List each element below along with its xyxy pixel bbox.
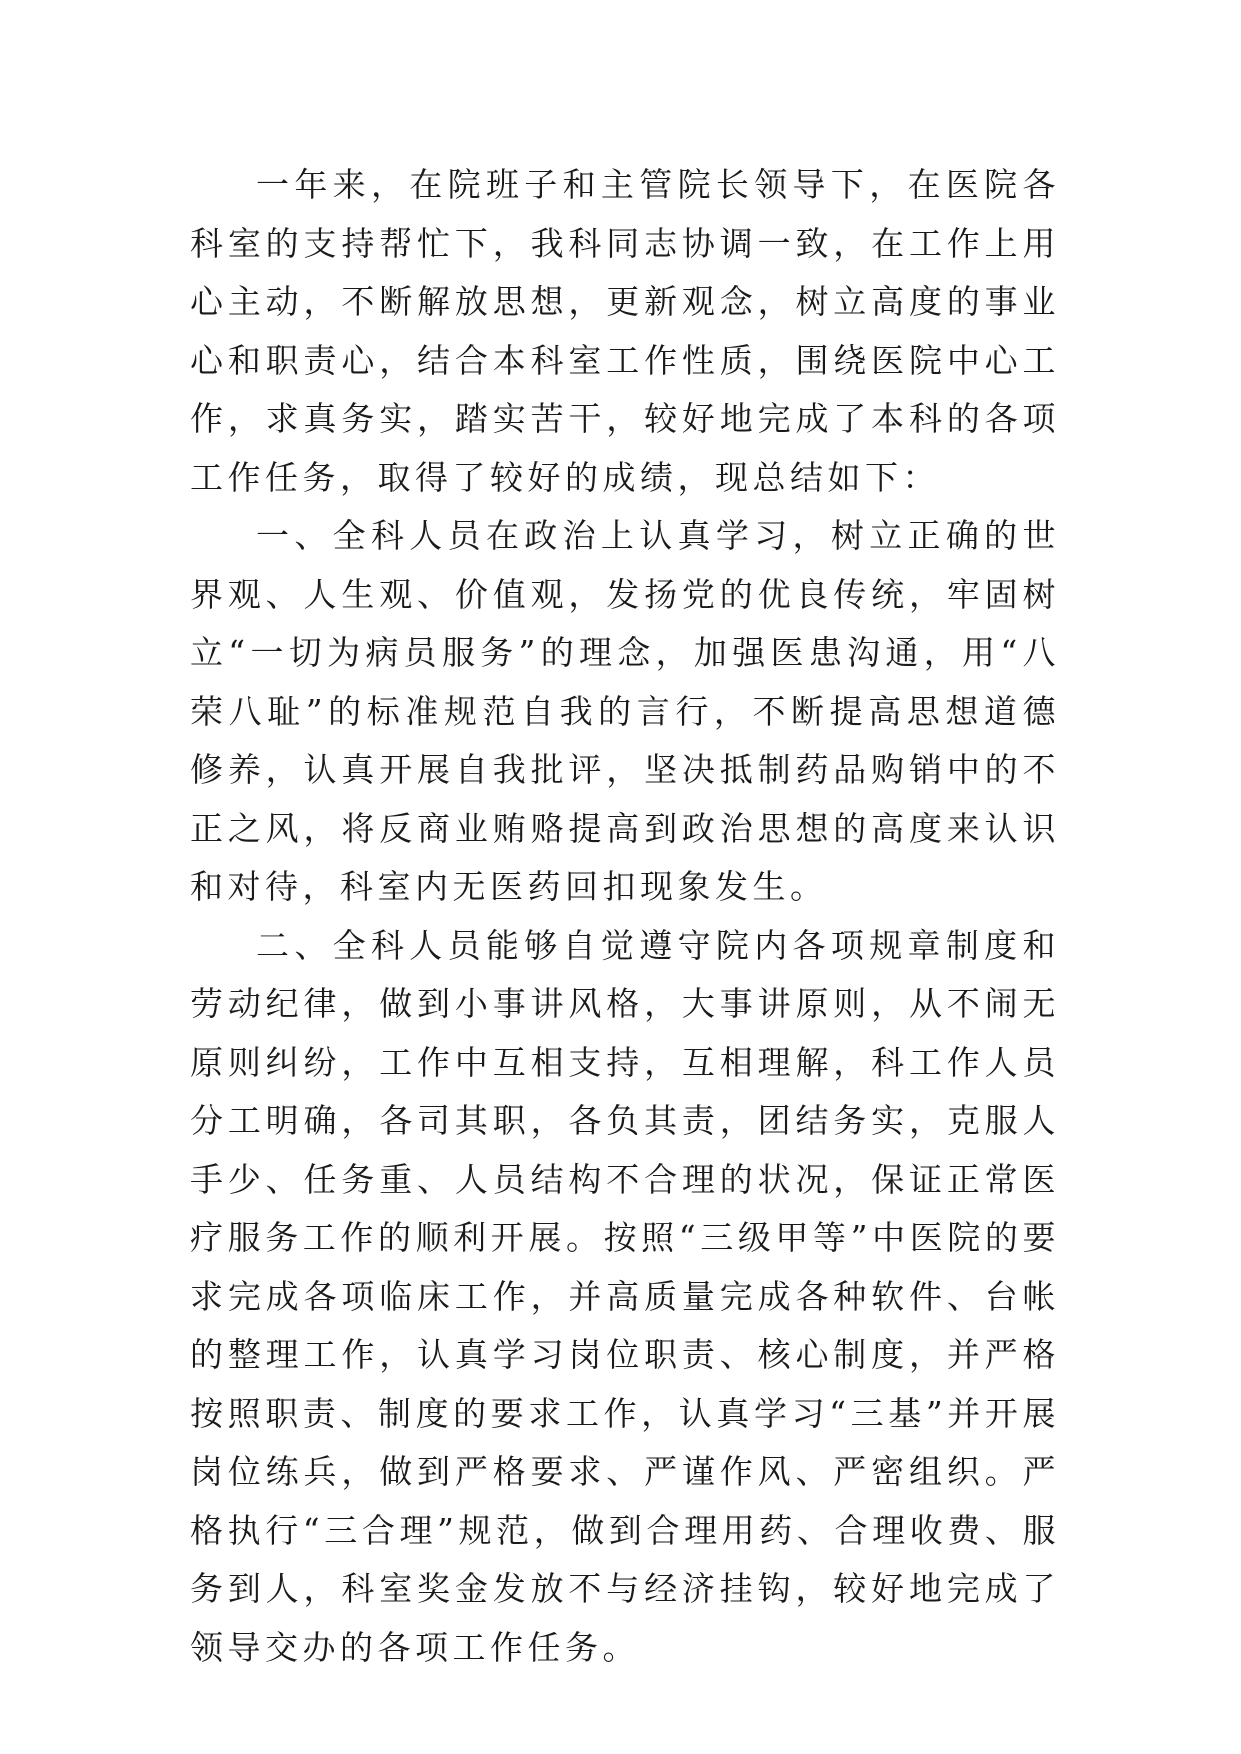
paragraph-section-two: 二、全科人员能够自觉遵守院内各项规章制度和劳动纪律，做到小事讲风格，大事讲原则，从不闹无原则纠纷，工作中互相支持，互相理解，科工作人员分工明确，各司其职，各负其责，团结务实，克服人手少、任务重、人员结构不合理的状况，保证正常医疗服务工作的顺利开展。按照“三级甲等”中医院的要求完成各项临床工作，并高质量完成各种软件、台帐的整理工作，认真学习岗位职责、核心制度，并严格按照职责、制度的要求工作，认真学习“三基”并开展岗位练兵，做到严格要求、严谨作风、严密组织。严格执行“三合理”规范，做到合理用药、合理收费、服务到人，科室奖金发放不与经济挂钩，较好地完成了领导交办的各项工作任务。 [190, 925, 1060, 1667]
paragraph-intro: 一年来，在院班子和主管院长领导下，在医院各科室的支持帮忙下，我科同志协调一致，在工作上用心主动，不断解放思想，更新观念，树立高度的事业心和职责心，结合本科室工作性质，围绕医院中心工作，求真务实，踏实苦干，较好地完成了本科的各项工作任务，取得了较好的成绩，现总结如下： [190, 165, 1060, 497]
document-body [190, 156, 1060, 1677]
paragraph-section-one: 一、全科人员在政治上认真学习，树立正确的世界观、人生观、价值观，发扬党的优良传统，牢固树立“一切为病员服务”的理念，加强医患沟通，用“八荣八耻”的标准规范自我的言行，不断提高思想道德修养，认真开展自我批评，坚决抵制药品购销中的不正之风，将反商业贿赂提高到政治思想的高度来认识和对待，科室内无医药回扣现象发生。 [190, 516, 1060, 906]
